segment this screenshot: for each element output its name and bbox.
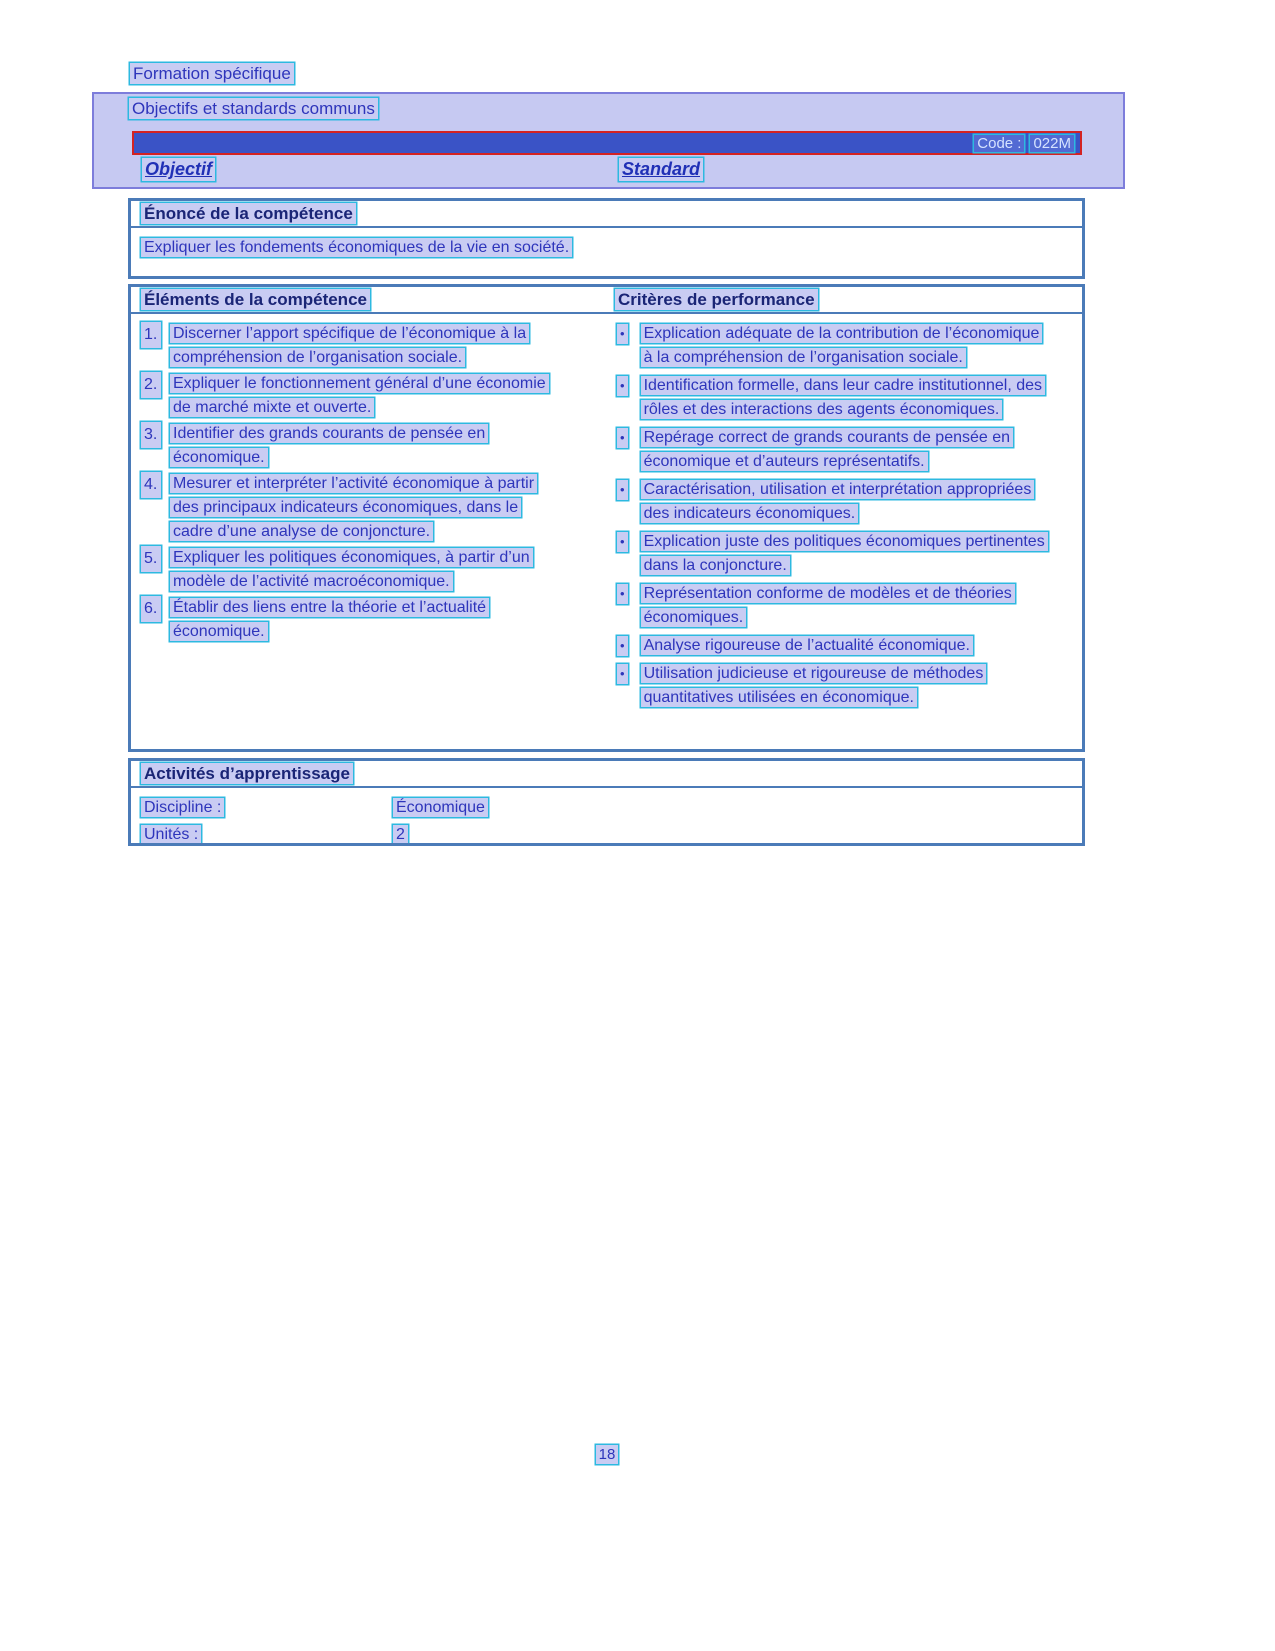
critere-text-block — [641, 322, 1053, 370]
critere-text: Caractérisation, utilisation et interprétation appropriées des indicateurs économiques. — [641, 480, 1035, 523]
elements-title-cell — [131, 290, 605, 309]
competence-table — [128, 284, 1085, 752]
critere-item — [615, 426, 1076, 474]
critere-item — [615, 582, 1076, 630]
item-number: 1. — [141, 322, 161, 348]
item-number: 6. — [141, 596, 161, 622]
page-number-text: 18 — [596, 1445, 619, 1464]
element-text: Discerner l’apport spécifique de l’économique à la compréhension de l’organisation sociale. — [170, 324, 529, 367]
bullet-icon: • — [617, 428, 628, 448]
critere-text: Explication juste des politiques économiques pertinentes dans la conjoncture. — [641, 532, 1048, 575]
activites-title: Activités d’apprentissage — [141, 763, 353, 784]
critere-item — [615, 322, 1076, 370]
element-item — [141, 472, 615, 544]
formation-text: Formation spécifique — [130, 63, 294, 84]
competence-table-body — [131, 314, 1082, 720]
element-item — [141, 596, 615, 644]
elements-list — [141, 322, 615, 714]
competence-table-header — [131, 287, 1082, 314]
element-item — [141, 372, 615, 420]
criteres-list — [615, 322, 1076, 714]
column-header-standard: Standard — [619, 158, 703, 181]
section-label-objectifs — [129, 99, 378, 119]
discipline-row — [141, 795, 1072, 821]
enonce-text-block — [141, 235, 591, 260]
bullet-icon: • — [617, 664, 628, 684]
critere-text: Analyse rigoureuse de l’actualité économique. — [641, 636, 973, 655]
code-value: 022M — [1030, 135, 1074, 152]
critere-item — [615, 662, 1076, 710]
critere-text-block — [641, 634, 1053, 658]
element-text-block — [170, 472, 562, 544]
section-label-formation — [130, 64, 294, 84]
element-text: Identifier des grands courants de pensée en économique. — [170, 424, 488, 467]
criteres-title: Critères de performance — [615, 289, 818, 310]
critere-text-block — [641, 530, 1053, 578]
bullet-icon: • — [617, 636, 628, 656]
critere-item — [615, 374, 1076, 422]
critere-text-block — [641, 582, 1053, 630]
discipline-value-cell — [393, 795, 488, 821]
unites-row — [141, 822, 1072, 846]
column-header-objectif: Objectif — [142, 158, 215, 181]
enonce-body — [131, 228, 1082, 267]
enonce-section — [128, 198, 1085, 279]
activites-body — [131, 788, 1082, 846]
element-text-block — [170, 422, 562, 470]
enonce-header — [131, 201, 1082, 228]
elements-title: Éléments de la compétence — [141, 289, 370, 310]
element-text-block — [170, 596, 562, 644]
code-bar — [132, 131, 1082, 155]
critere-text: Explication adéquate de la contribution de l’économique à la compréhension de l’organisation sociale. — [641, 324, 1043, 367]
element-text: Mesurer et interpréter l’activité économique à partir des principaux indicateurs économiques, dans le cadre d’une analyse de conjoncture. — [170, 474, 537, 541]
enonce-title: Énoncé de la compétence — [141, 203, 356, 224]
unites-label: Unités : — [141, 825, 201, 844]
critere-text: Utilisation judicieuse et rigoureuse de méthodes quantitatives utilisées en économique. — [641, 664, 987, 707]
page-number — [0, 1446, 1214, 1463]
discipline-value: Économique — [393, 798, 488, 817]
activites-section — [128, 758, 1085, 846]
enonce-text: Expliquer les fondements économiques de la vie en société. — [141, 238, 572, 257]
activites-header — [131, 761, 1082, 788]
element-text-block — [170, 322, 562, 370]
critere-text-block — [641, 374, 1053, 422]
element-item — [141, 422, 615, 470]
unites-value-cell — [393, 822, 408, 846]
objectifs-text: Objectifs et standards communs — [129, 98, 378, 119]
discipline-label: Discipline : — [141, 798, 224, 817]
bullet-icon: • — [617, 376, 628, 396]
critere-text: Identification formelle, dans leur cadre institutionnel, des rôles et des interactions des agents économiques. — [641, 376, 1045, 419]
criteres-title-cell — [605, 290, 1082, 309]
critere-text-block — [641, 662, 1053, 710]
item-number: 3. — [141, 422, 161, 448]
unites-label-cell — [141, 822, 393, 846]
bullet-icon: • — [617, 532, 628, 552]
critere-text-block — [641, 426, 1053, 474]
element-text-block — [170, 372, 562, 420]
code-label: Code : — [974, 135, 1024, 152]
header-box — [92, 92, 1125, 189]
element-text: Établir des liens entre la théorie et l’actualité économique. — [170, 598, 489, 641]
critere-text: Représentation conforme de modèles et de théories économiques. — [641, 584, 1015, 627]
discipline-label-cell — [141, 795, 393, 821]
element-text: Expliquer les politiques économiques, à partir d’un modèle de l’activité macroéconomique. — [170, 548, 533, 591]
unites-value: 2 — [393, 825, 408, 844]
bullet-icon: • — [617, 584, 628, 604]
critere-text: Repérage correct de grands courants de pensée en économique et d’auteurs représentatifs. — [641, 428, 1013, 471]
element-item — [141, 546, 615, 594]
critere-item — [615, 530, 1076, 578]
item-number: 5. — [141, 546, 161, 572]
item-number: 2. — [141, 372, 161, 398]
item-number: 4. — [141, 472, 161, 498]
critere-text-block — [641, 478, 1053, 526]
critere-item — [615, 634, 1076, 658]
element-item — [141, 322, 615, 370]
bullet-icon: • — [617, 324, 628, 344]
element-text: Expliquer le fonctionnement général d’une économie de marché mixte et ouverte. — [170, 374, 549, 417]
critere-item — [615, 478, 1076, 526]
bullet-icon: • — [617, 480, 628, 500]
element-text-block — [170, 546, 562, 594]
